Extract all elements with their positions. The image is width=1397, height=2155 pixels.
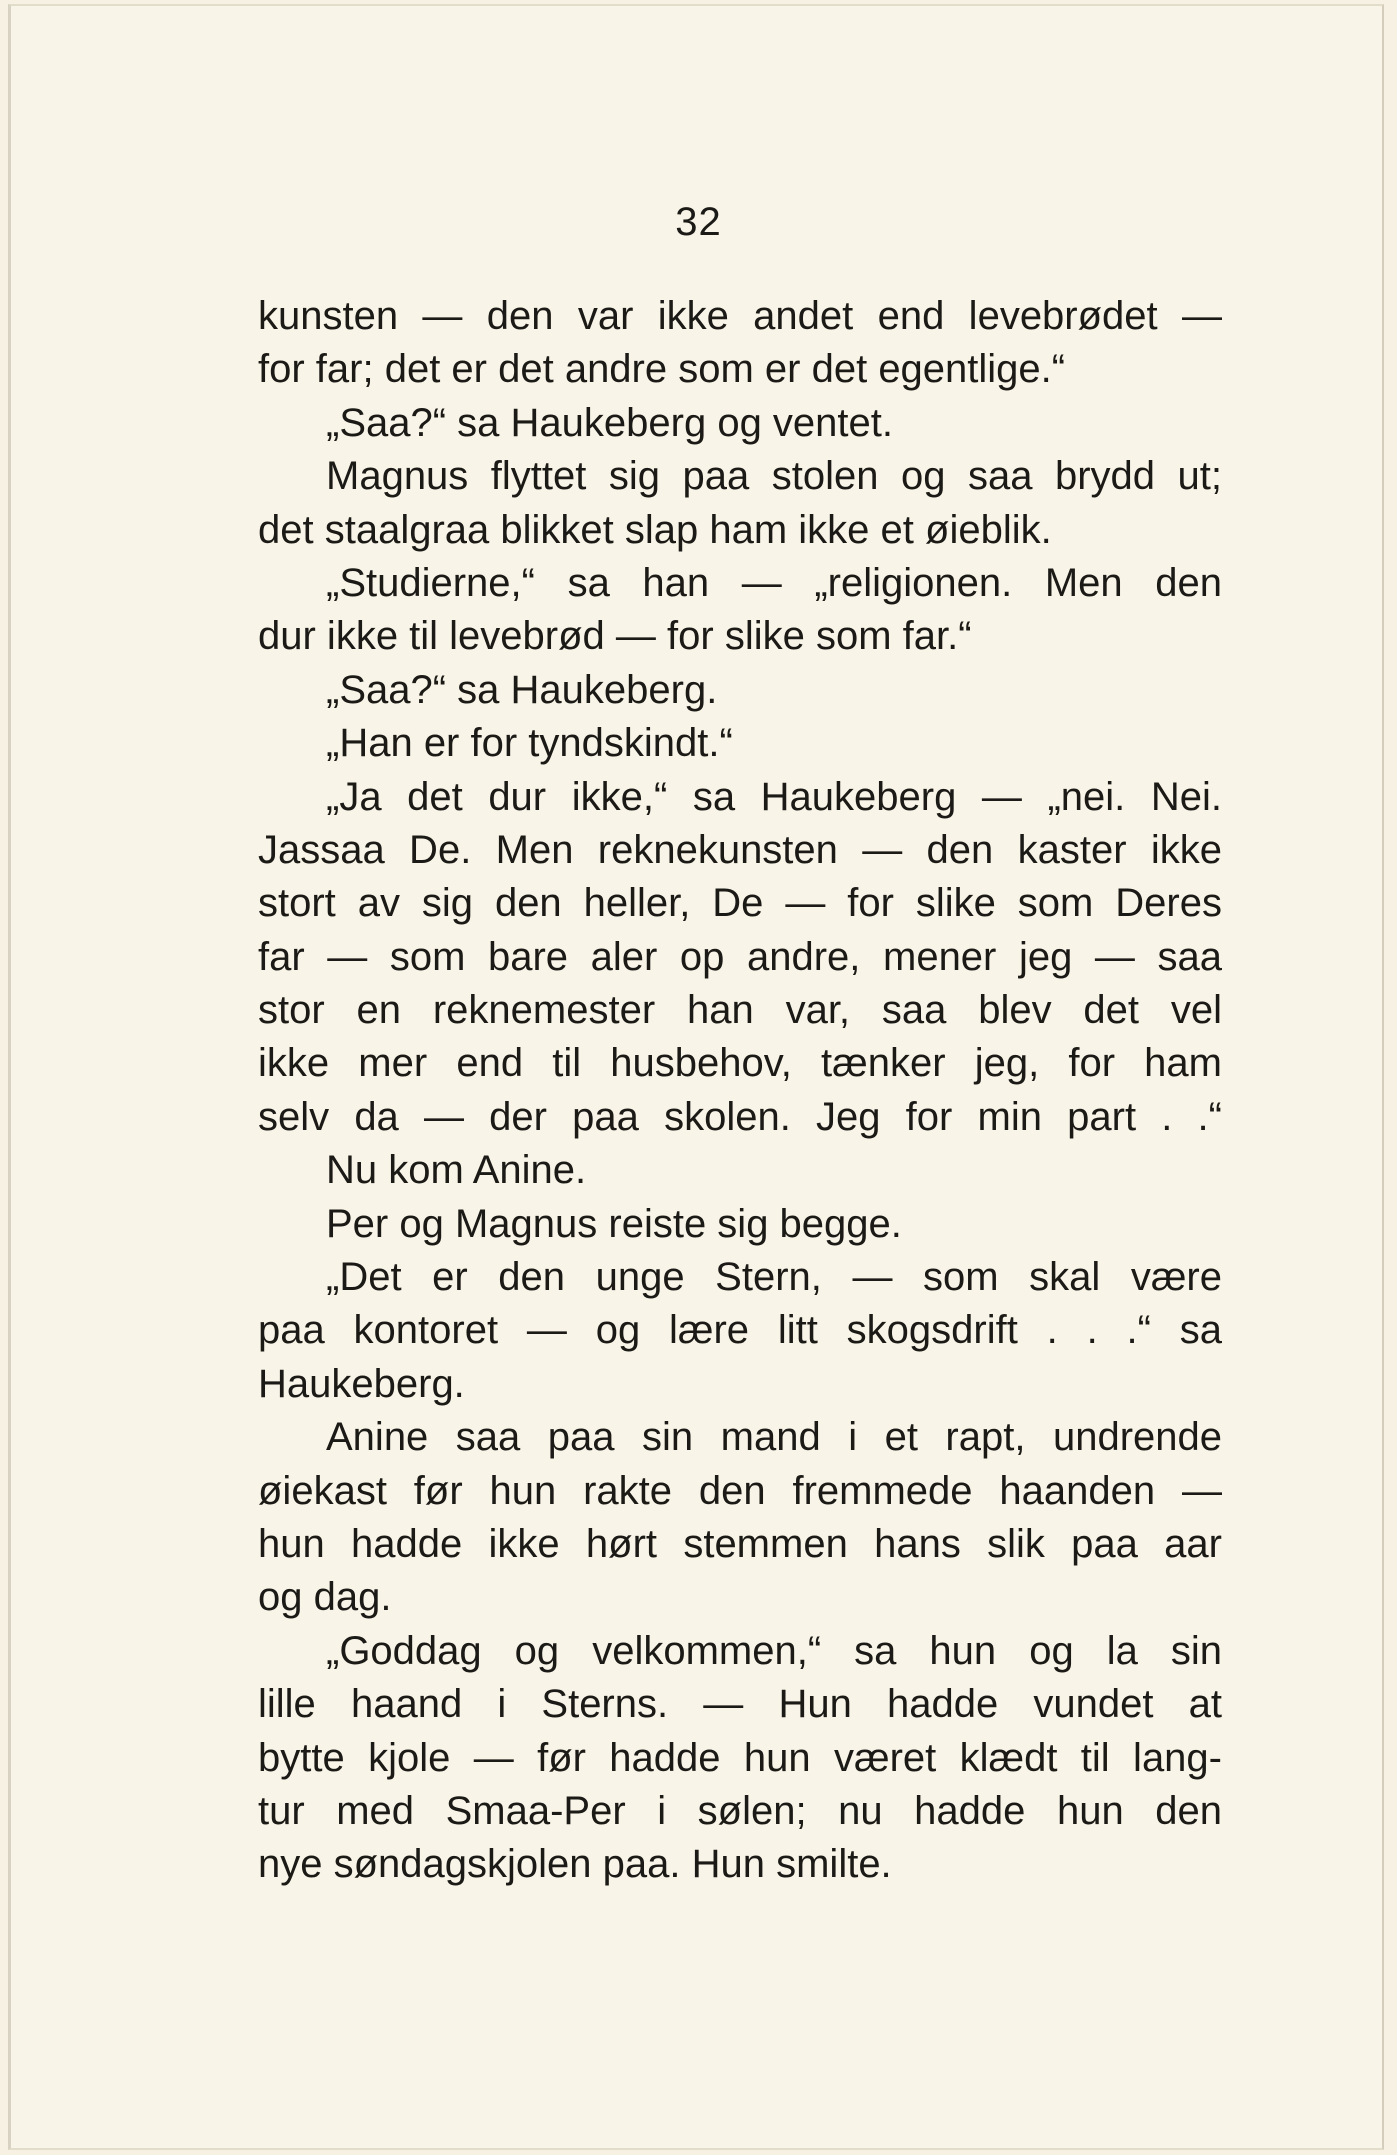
text-line: „Han er for tyndskindt.“ — [326, 721, 733, 766]
text-line: for far; det er det andre som er det egentlige.“ — [258, 347, 1066, 392]
text-line: Anine saa paa sin mand i et rapt, undrende — [326, 1415, 1222, 1460]
text-line: ikke mer end til husbehov, tænker jeg, for ham — [258, 1041, 1222, 1086]
page-number: 32 — [675, 200, 722, 244]
body-text — [258, 290, 1222, 1892]
text-line: Nu kom Anine. — [326, 1148, 587, 1193]
text-line: stor en reknemester han var, saa blev det vel — [258, 988, 1222, 1033]
text-line: Per og Magnus reiste sig begge. — [326, 1201, 902, 1246]
text-line: „Det er den unge Stern, — som skal være — [326, 1255, 1222, 1300]
text-line: bytte kjole — før hadde hun været klædt til lang- — [258, 1735, 1222, 1780]
text-line: øiekast før hun rakte den fremmede haanden — — [258, 1468, 1222, 1513]
text-line: tur med Smaa-Per i sølen; nu hadde hun den — [258, 1788, 1222, 1833]
text-line: stort av sig den heller, De — for slike som Deres — [258, 881, 1222, 926]
text-line: nye søndagskjolen paa. Hun smilte. — [258, 1842, 892, 1887]
text-line: Magnus flyttet sig paa stolen og saa brydd ut; — [326, 454, 1222, 499]
text-line: kunsten — den var ikke andet end levebrødet — — [258, 294, 1222, 338]
text-line: lille haand i Sterns. — Hun hadde vundet at — [258, 1682, 1222, 1727]
text-line: selv da — der paa skolen. Jeg for min part . .“ — [258, 1094, 1222, 1139]
text-line: Haukeberg. — [258, 1361, 465, 1406]
text-line: Jassaa De. Men reknekunsten — den kaster ikke — [258, 827, 1222, 872]
text-line: far — som bare aler op andre, mener jeg — saa — [258, 934, 1222, 979]
text-line: „Ja det dur ikke,“ sa Haukeberg — „nei. Nei. — [326, 774, 1222, 819]
text-line: og dag. — [258, 1575, 392, 1620]
text-line: dur ikke til levebrød — for slike som far.“ — [258, 614, 972, 659]
text-line: paa kontoret — og lære litt skogsdrift . . .“ sa — [258, 1308, 1222, 1353]
text-line: „Saa?“ sa Haukeberg og ventet. — [326, 400, 894, 445]
text-line: „Studierne,“ sa han — „religionen. Men den — [326, 560, 1222, 605]
text-line: det staalgraa blikket slap ham ikke et øieblik. — [258, 507, 1052, 552]
text-line: hun hadde ikke hørt stemmen hans slik paa aar — [258, 1521, 1222, 1566]
text-line: „Goddag og velkommen,“ sa hun og la sin — [326, 1628, 1222, 1673]
text-line: „Saa?“ sa Haukeberg. — [326, 667, 718, 712]
